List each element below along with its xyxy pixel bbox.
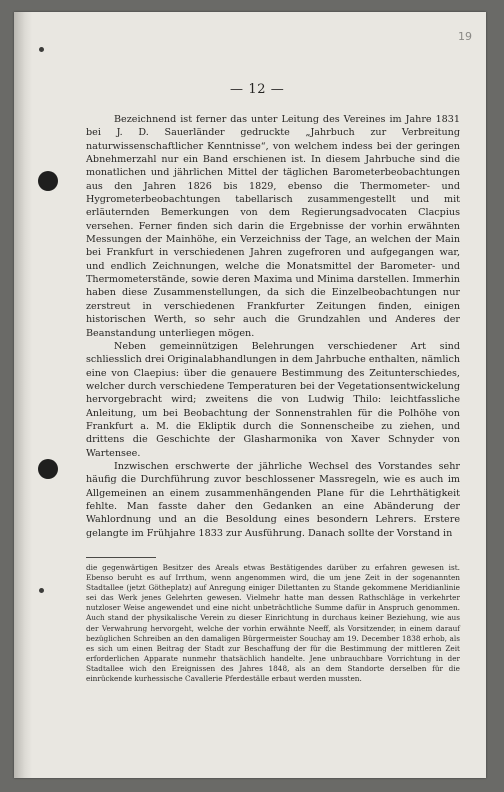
pin-mark: [39, 47, 44, 52]
paragraph: Neben gemeinnützigen Belehrungen verschiedener Art sind schliesslich drei Originalabhandlungen in dem Jahrbuche enthalten, nämlich eine von Claepius: über die genauere Bestimmung des Zeitunterschiedes, welcher durch verschiedene Temperaturen bei der Vegetationsentwickelung hervorgebracht wird; zweitens die von Ludwig Thilo: leichtfassliche Anleitung, um bei Beobachtung der Sonnenstrahlen für die Polhöhe von Frankfurt a. M. die Ekliptik durch die Sonnenscheibe zu ziehen, und drittens die Geschichte der Glasharmonika von Xaver Schnyder von Wartensee.: [86, 340, 461, 459]
footnote: [86, 563, 460, 684]
binding-edge: [14, 12, 32, 778]
body-text: [86, 113, 460, 540]
punch-hole-icon: [38, 459, 58, 479]
punch-hole-icon: [38, 171, 58, 191]
pin-mark: [39, 588, 44, 593]
paragraph: Bezeichnend ist ferner das unter Leitung des Vereines im Jahre 1831 bei J. D. Sauerländer gedruckte „Jahrbuch zur Verbreitung naturwissenschaftlicher Kenntnisse“, von welchem indess bei der geringen Abnehmerzahl nur ein Band erschienen ist. In diesem Jahrbuche sind die monatlichen und jährlichen Mittel der täglichen Barometerbeobachtungen aus den Jahren 1826 bis 1829, ebenso die Thermometer- und Hygrometerbeobachtungen tabellarisch zusammengestellt und mit erläuternden Bemerkungen von dem Regierungsadvocaten Clacpius versehen. Ferner finden sich darin die Ergebnisse der vorhin erwähnten Messungen der Mainhöhe, ein Verzeichniss der Tage, an welchen der Main bei Frankfurt in verschiedenen Jahren zugefroren und aufgegangen war, und endlich Zeichnungen, welche die Monatsmittel der Barometer- und Thermometerstände, sowie deren Maxima und Minima darstellen. Immerhin haben diese Zusammenstellungen, da sich die Einzelbeobachtungen nur zerstreut in verschiedenen Frankfurter Zeitungen finden, einigen historischen Werth, so sehr auch die Grundzahlen und Anderes der Beanstandung unterliegen mögen.: [86, 114, 460, 339]
footnote-separator: [86, 557, 156, 558]
page-number: — 12 —: [230, 82, 285, 97]
paragraph: Inzwischen erschwerte der jährliche Wechsel des Vorstandes sehr häufig die Durchführung zuvor beschlossener Massregeln, wie es auch im Allgemeinen an einem zusammenhängenden Plane für die Lehrthätigkeit fehlte. Man fasste daher den Gedanken an eine Abänderung der Wahlordnung und an die Besoldung eines besondern Lehrers. Erstere gelangte im Frühjahre 1833 zur Ausführung. Danach sollte der Vorstand in: [86, 460, 460, 539]
footnote-text: die gegenwärtigen Besitzer des Areals etwas Bestätigendes darüber zu erfahren gewesen ist. Ebenso beruht es auf Irrthum, wenn angenommen wird, die um jene Zeit in der sogenannten Stadtallee (jetzt Götheplatz) auf Anregung einiger Dilettanten zu Stande gekommene Meridianlinie sei das Werk jenes Gelehrten gewesen. Vielmehr hatte man dessen Rathschläge in verkehrter nutzloser Weise angewendet und eine nicht unbeträchtliche Summe dafür in Anspruch genommen. Auch stand der physikalische Verein zu dieser Einrichtung in durchaus keiner Beziehung, wie aus der Verwahrung hervorgeht, welche der vorhin erwähnte Neeff, als Vorsitzender, in einem darauf bezüglichen Schreiben an den damaligen Bürgermeister Souchay am 19. December 1838 erhob, als es sich um einen Beitrag der Stadt zur Beschaffung der für die Bestimmung der mittleren Zeit erforderlichen Apparate nunmehr thatsächlich handelte. Jene unbrauchbare Vorrichtung in der Stadtallee wich den Ereignissen des Jahres 1848, als an dem Standorte derselben für die einrückende kurhessische Cavallerie Pferdeställe erbaut werden mussten.: [86, 563, 460, 684]
archive-pencil-number: 19: [458, 30, 472, 43]
